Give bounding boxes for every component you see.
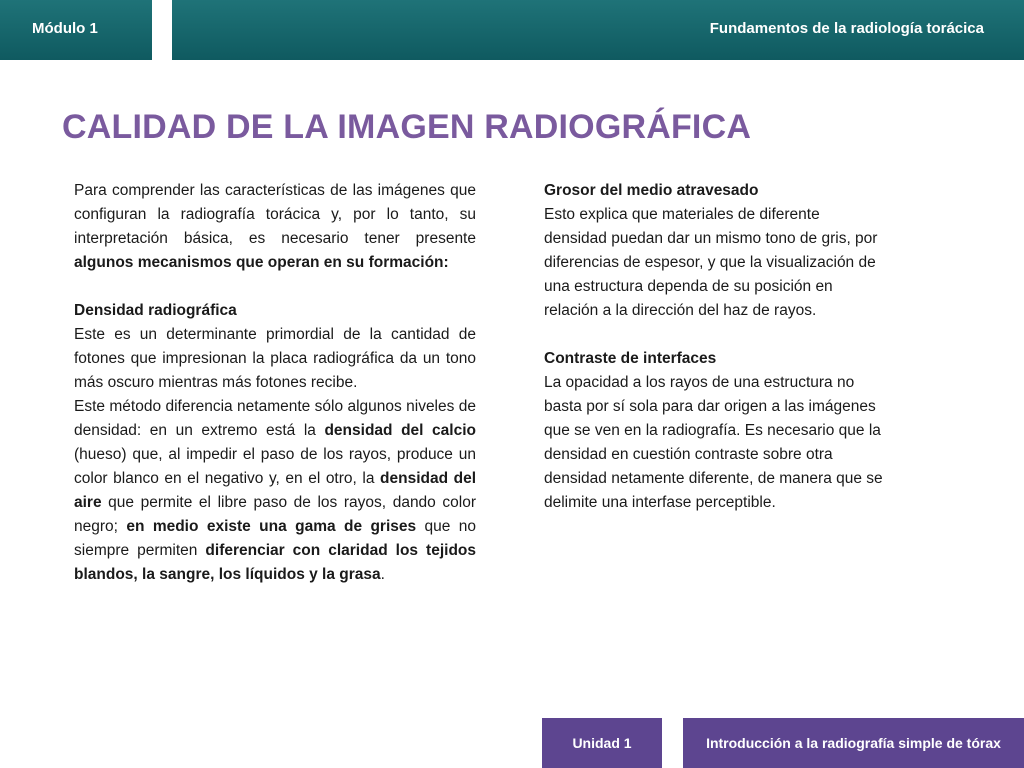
- contrast-paragraph: La opacidad a los rayos de una estructura no basta por sí sola para dar origen a las imágenes que se ven en la radiografía. Es necesario que la densidad en cuestión contraste sobre otra densidad netamente diferente, de manera que se delimite una interfase perceptible.: [544, 374, 883, 511]
- slide-title: CALIDAD DE LA IMAGEN RADIOGRÁFICA: [62, 108, 752, 146]
- unit-title-tab: [683, 718, 1024, 768]
- right-column: [544, 179, 884, 515]
- module-tab: [0, 0, 152, 60]
- method-bold-2: densidad del aire: [74, 470, 477, 511]
- method-paragraph: [74, 395, 476, 587]
- intro-paragraph: [74, 179, 476, 275]
- header-title-box: [172, 0, 1024, 60]
- section-heading-contrast: Contraste de interfaces: [544, 350, 717, 367]
- course-title: Fundamentos de la radiología torácica: [709, 20, 984, 37]
- unit-title: Introducción a la radiografía simple de tórax: [706, 735, 1001, 751]
- spacer: [74, 275, 476, 299]
- method-text-3: que permite el libre paso de los rayos, dando color negro;: [74, 494, 476, 535]
- method-bold-1: densidad del calcio: [324, 422, 476, 439]
- method-text-1: Este método diferencia netamente sólo algunos niveles de densidad: en un extremo está la: [74, 398, 476, 439]
- method-text-4: que no siempre permiten: [74, 518, 477, 559]
- method-text-2: (hueso) que, al impedir el paso de los rayos, produce un color blanco en el negativo y, en el otro, la: [74, 446, 476, 487]
- module-label: Módulo 1: [32, 20, 98, 37]
- intro-bold-text: algunos mecanismos que operan en su formación:: [74, 254, 449, 271]
- intro-text: Para comprender las características de las imágenes que configuran la radiografía torácica y, por lo tanto, su interpretación básica, es necesario tener presente: [74, 182, 476, 247]
- section-heading-thickness: Grosor del medio atravesado: [544, 182, 759, 199]
- header-bar: [0, 0, 1024, 60]
- method-text-5: .: [380, 566, 385, 583]
- left-column: [74, 179, 476, 587]
- method-bold-3: en medio existe una gama de grises: [126, 518, 417, 535]
- unit-label: Unidad 1: [572, 735, 632, 751]
- density-paragraph: Este es un determinante primordial de la cantidad de fotones que impresionan la placa radiográfica da un tono más oscuro mientras más fotones recibe.: [74, 326, 476, 391]
- spacer: [544, 323, 884, 347]
- unit-tab: [542, 718, 662, 768]
- section-heading-density: Densidad radiográfica: [74, 302, 237, 319]
- thickness-paragraph: Esto explica que materiales de diferente densidad puedan dar un mismo tono de gris, por diferencias de espesor, y que la visualización de una estructura dependa de su posición en relación a la dirección del haz de rayos.: [544, 206, 878, 319]
- method-bold-4: diferenciar con claridad los tejidos blandos, la sangre, los líquidos y la grasa: [74, 542, 476, 583]
